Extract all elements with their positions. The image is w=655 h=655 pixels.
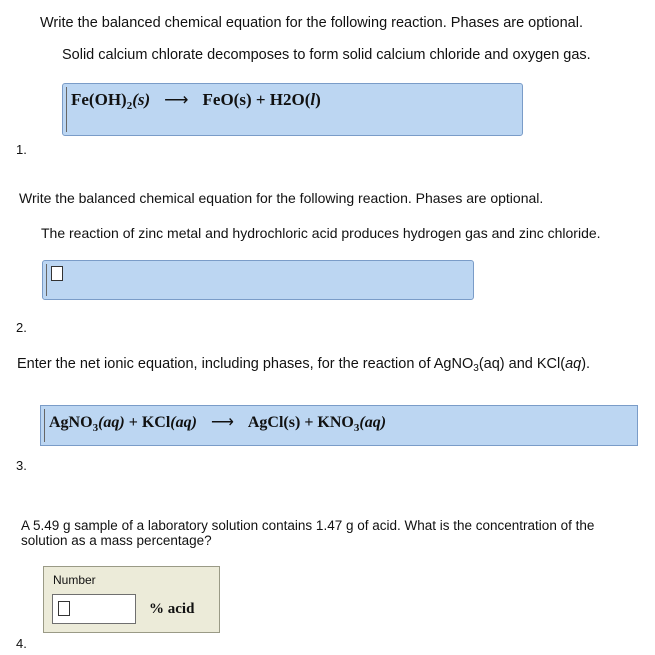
q3-arrow: ⟶ [210, 414, 234, 431]
q1-instruction: Write the balanced chemical equation for the following reaction. Phases are optional. [40, 15, 583, 31]
q2-answer-edge [46, 264, 47, 296]
q4-line1: A 5.49 g sample of a laboratory solution contains 1.47 g of acid. What is the concentration of the [21, 518, 595, 533]
q4-number-label: Number [53, 573, 96, 587]
q1-product-close: ) [315, 90, 321, 109]
q3-plus1: + KCl [124, 414, 171, 431]
q1-reaction: Solid calcium chlorate decomposes to form solid calcium chloride and oxygen gas. [62, 47, 591, 63]
q3-p2-sub: 3 [353, 422, 360, 434]
q3-r1: AgNO [49, 414, 93, 431]
q2-number: 2. [16, 320, 27, 335]
q1-reactant-sub: 2 [126, 100, 133, 112]
q1-arrow: ⟶ [164, 90, 189, 109]
q3-instruction-s2-phase: aq [565, 356, 582, 372]
q1-product-phase: l [310, 90, 316, 109]
q3-instruction-end: ). [581, 356, 591, 372]
q4-number-panel [43, 566, 220, 633]
q1-product: FeO(s) + H2O( [202, 90, 311, 109]
q2-template-placeholder-icon[interactable] [51, 266, 63, 281]
q3-instruction-prefix: Enter the net ionic equation, including phases, for the reaction of [17, 356, 434, 372]
q3-p2-phase: (aq) [359, 414, 387, 431]
q4-line2: solution as a mass percentage? [21, 533, 212, 548]
q1-reactant-phase: (s) [132, 90, 151, 109]
q1-reactant: Fe(OH) [71, 90, 127, 109]
q3-instruction-mid: and KCl( [504, 356, 566, 372]
q3-instruction-s1: AgNO [433, 356, 474, 372]
q3-instruction-s1-sub: 3 [473, 363, 479, 374]
q3-r2-phase: (aq) [170, 414, 197, 431]
q1-answer-box[interactable] [62, 83, 523, 136]
q2-reaction: The reaction of zinc metal and hydrochloric acid produces hydrogen gas and zinc chloride. [41, 225, 601, 241]
q3-equation [49, 412, 386, 432]
q2-instruction: Write the balanced chemical equation for the following reaction. Phases are optional. [19, 190, 544, 206]
q4-number-input[interactable] [52, 594, 136, 624]
q4-unit: % acid [149, 601, 195, 617]
q3-r1-phase: (aq) [98, 414, 125, 431]
q1-answer-edge [66, 87, 67, 132]
q3-instruction [17, 356, 590, 372]
q4-number: 4. [16, 636, 27, 651]
q2-answer-box[interactable] [42, 260, 474, 300]
q3-answer-box[interactable] [40, 405, 638, 446]
q3-answer-edge [44, 409, 45, 442]
q3-r1-sub: 3 [92, 422, 99, 434]
q3-p1: AgCl(s) + KNO [247, 414, 354, 431]
q3-number: 3. [16, 458, 27, 473]
q1-number: 1. [16, 142, 27, 157]
q4-template-placeholder-icon[interactable] [58, 601, 70, 616]
q1-equation [71, 90, 321, 110]
q3-instruction-s1-phase: (aq) [478, 356, 505, 372]
